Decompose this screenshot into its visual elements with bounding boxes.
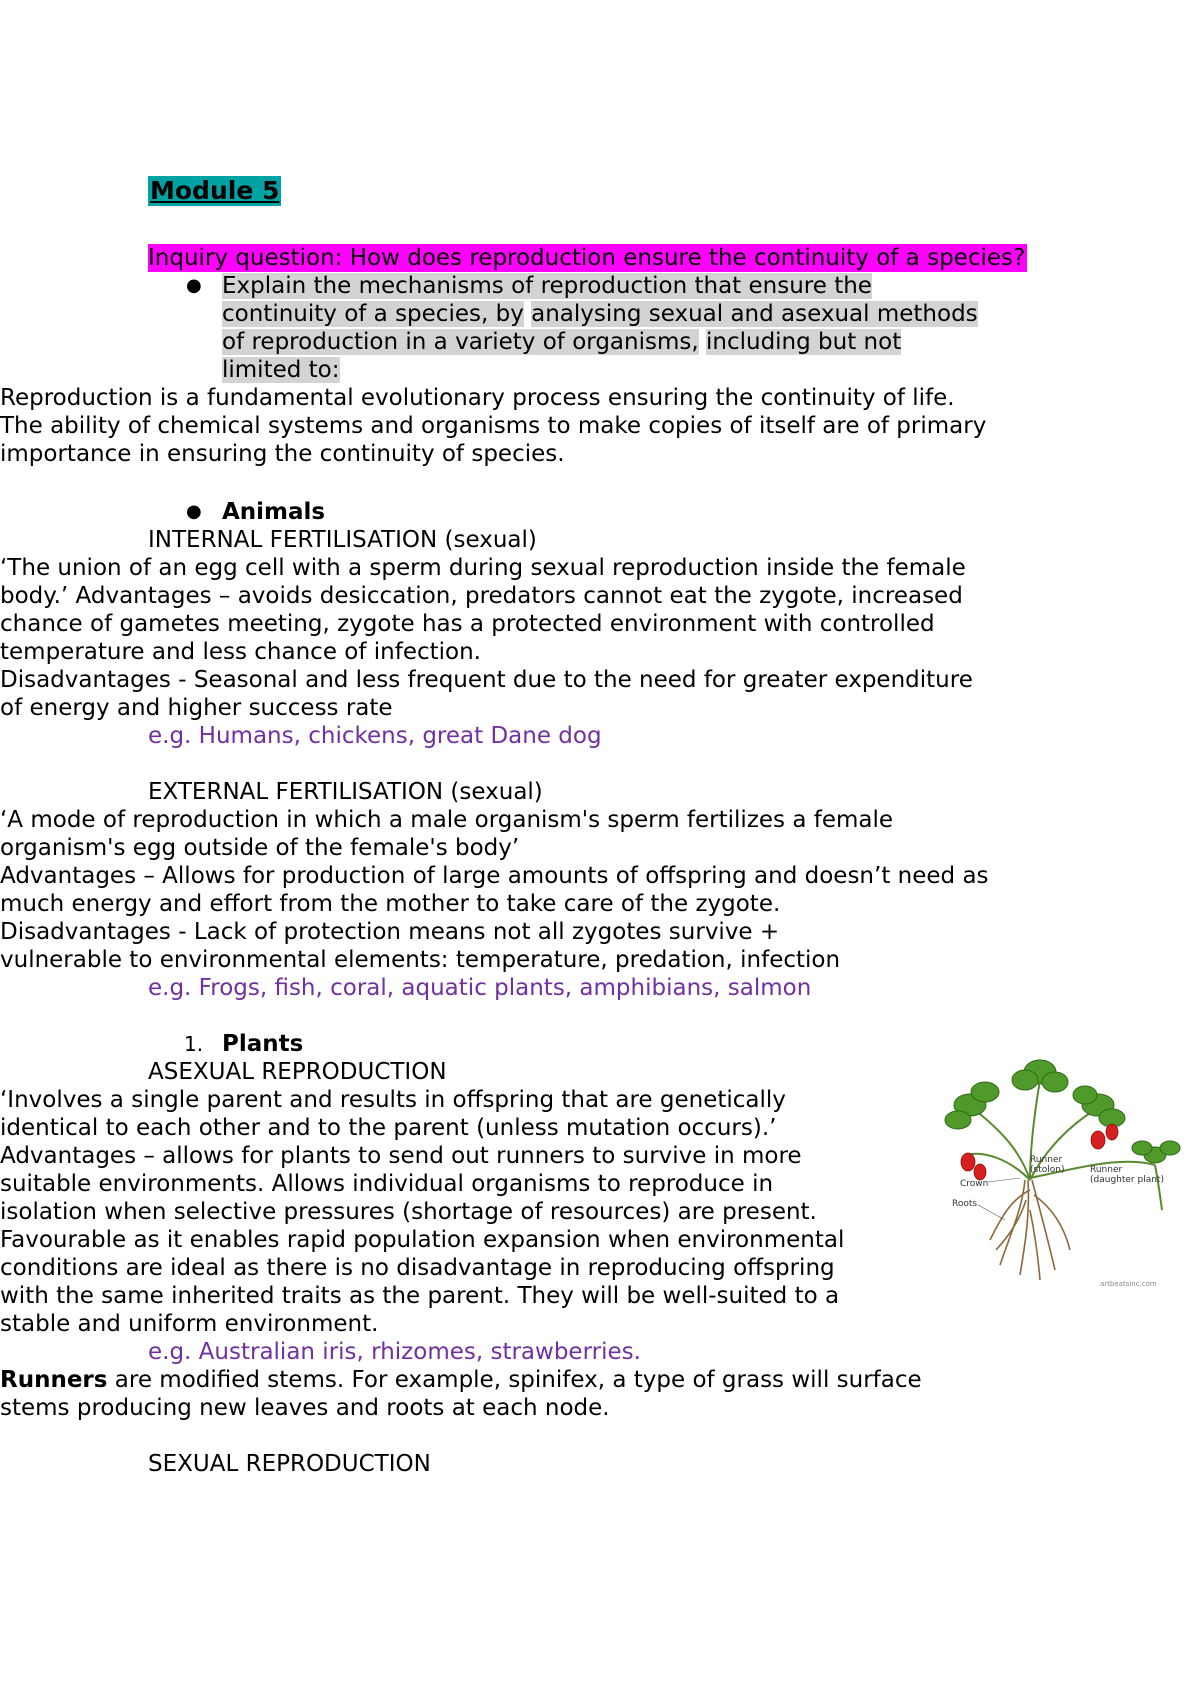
outcome-line-4: limited to: bbox=[222, 357, 340, 383]
external-example: e.g. Frogs, fish, coral, aquatic plants, amphibians, salmon bbox=[148, 975, 812, 1001]
label-crown: Crown bbox=[960, 1179, 989, 1189]
list-number: 1. bbox=[184, 1032, 204, 1056]
asexual-line: stable and uniform environment. bbox=[0, 1311, 379, 1337]
label-roots: Roots bbox=[952, 1199, 978, 1209]
label-stolon: (stolon) bbox=[1030, 1165, 1065, 1175]
asexual-line: Advantages – allows for plants to send out runners to survive in more bbox=[0, 1143, 802, 1169]
intro-line: The ability of chemical systems and organisms to make copies of itself are of primary bbox=[0, 413, 987, 439]
asexual-line: conditions are ideal as there is no disadvantage in reproducing offspring bbox=[0, 1255, 835, 1281]
bullet-icon: ● bbox=[186, 501, 202, 522]
runners-line: Runners are modified stems. For example, spinifex, a type of grass will surface bbox=[0, 1367, 922, 1393]
strawberry-runner-figure bbox=[930, 1050, 1190, 1290]
inquiry-question: Inquiry question: How does reproduction ensure the continuity of a species? bbox=[148, 245, 1026, 271]
outcome-line-1: Explain the mechanisms of reproduction that ensure the bbox=[222, 273, 872, 299]
asexual-line: suitable environments. Allows individual organisms to reproduce in bbox=[0, 1171, 774, 1197]
asexual-line: Favourable as it enables rapid population expansion when environmental bbox=[0, 1227, 845, 1253]
animals-heading: Animals bbox=[222, 499, 326, 525]
external-line: Advantages – Allows for production of large amounts of offspring and doesn’t need as bbox=[0, 863, 989, 889]
internal-line: Disadvantages - Seasonal and less frequent due to the need for greater expenditure bbox=[0, 667, 973, 693]
asexual-line: isolation when selective pressures (shortage of resources) are present. bbox=[0, 1199, 817, 1225]
runners-line: stems producing new leaves and roots at each node. bbox=[0, 1395, 610, 1421]
internal-line: ‘The union of an egg cell with a sperm during sexual reproduction inside the female bbox=[0, 555, 966, 581]
asexual-line: with the same inherited traits as the parent. They will be well-suited to a bbox=[0, 1283, 840, 1309]
label-runner-2: Runner bbox=[1090, 1165, 1123, 1175]
internal-example: e.g. Humans, chickens, great Dane dog bbox=[148, 723, 602, 749]
asexual-line: ‘Involves a single parent and results in offspring that are genetically bbox=[0, 1087, 786, 1113]
external-line: vulnerable to environmental elements: temperature, predation, infection bbox=[0, 947, 841, 973]
asexual-line: identical to each other and to the parent (unless mutation occurs).’ bbox=[0, 1115, 777, 1141]
figure-credit: artbeatsinc.com bbox=[1100, 1280, 1157, 1288]
asexual-reproduction-heading: ASEXUAL REPRODUCTION bbox=[148, 1059, 447, 1085]
internal-line: of energy and higher success rate bbox=[0, 695, 393, 721]
internal-fertilisation-heading: INTERNAL FERTILISATION (sexual) bbox=[148, 527, 537, 553]
external-line: organism's egg outside of the female's body’ bbox=[0, 835, 520, 861]
plants-heading: Plants bbox=[222, 1031, 304, 1057]
asexual-example: e.g. Australian iris, rhizomes, strawberries. bbox=[148, 1339, 641, 1365]
outcome-line-2: continuity of a species, by analysing sexual and asexual methods bbox=[222, 301, 978, 327]
label-runner: Runner bbox=[1030, 1155, 1063, 1165]
label-daughter-plant: (daughter plant) bbox=[1090, 1175, 1164, 1185]
external-fertilisation-heading: EXTERNAL FERTILISATION (sexual) bbox=[148, 779, 543, 805]
leaves-drawing bbox=[945, 1060, 1180, 1163]
bullet-icon: ● bbox=[186, 275, 202, 296]
internal-line: temperature and less chance of infection. bbox=[0, 639, 481, 665]
internal-line: body.’ Advantages – avoids desiccation, predators cannot eat the zygote, increased bbox=[0, 583, 963, 609]
intro-line: importance in ensuring the continuity of species. bbox=[0, 441, 565, 467]
outcome-line-3: of reproduction in a variety of organisms, including but not bbox=[222, 329, 902, 355]
external-line: much energy and effort from the mother to take care of the zygote. bbox=[0, 891, 781, 917]
internal-line: chance of gametes meeting, zygote has a protected environment with controlled bbox=[0, 611, 935, 637]
sexual-reproduction-heading: SEXUAL REPRODUCTION bbox=[148, 1451, 431, 1477]
external-line: Disadvantages - Lack of protection means not all zygotes survive + bbox=[0, 919, 780, 945]
module-title: Module 5 bbox=[150, 176, 280, 205]
external-line: ‘A mode of reproduction in which a male organism's sperm fertilizes a female bbox=[0, 807, 894, 833]
intro-line: Reproduction is a fundamental evolutionary process ensuring the continuity of life. bbox=[0, 385, 955, 411]
roots-drawing bbox=[990, 1180, 1070, 1280]
